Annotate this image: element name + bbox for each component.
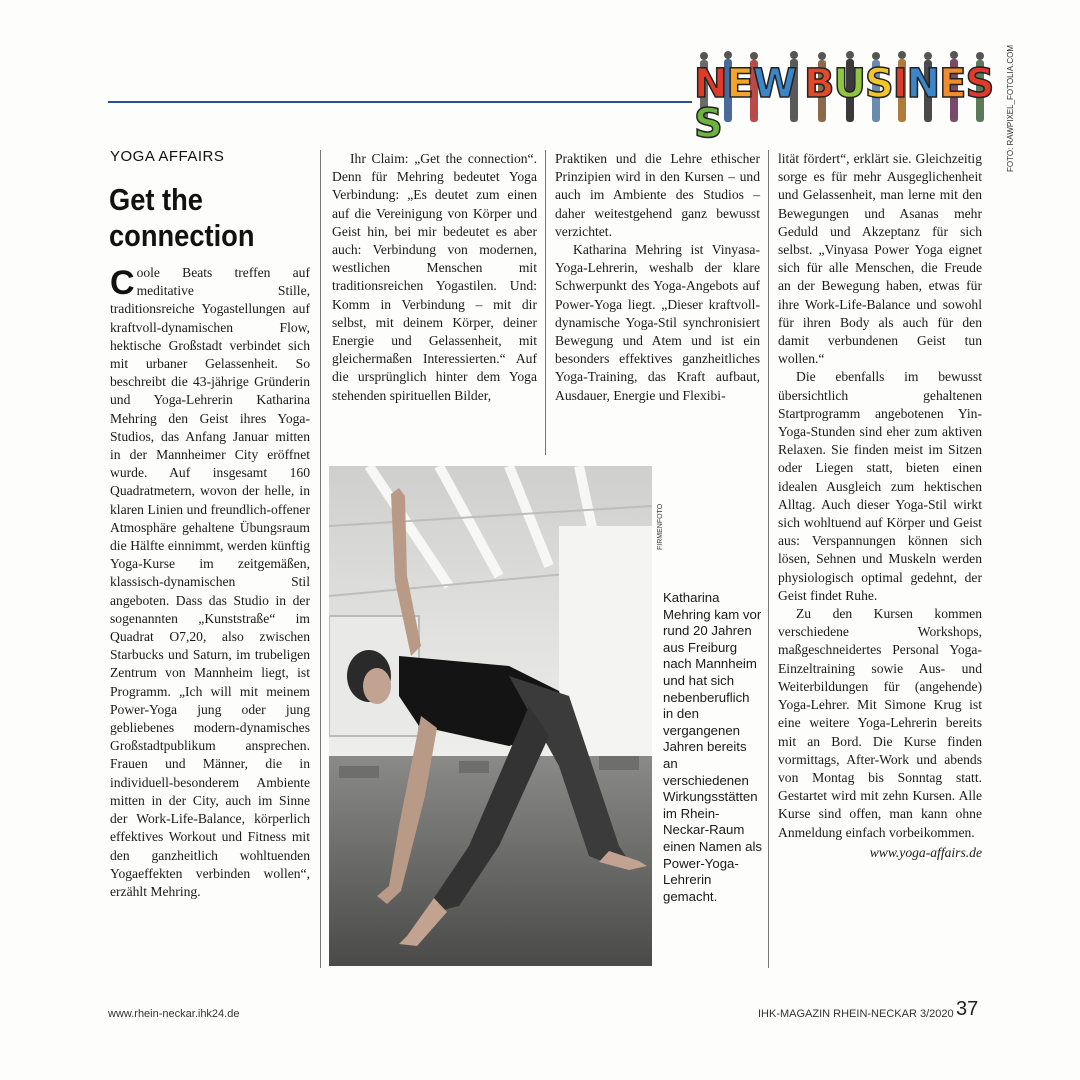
- paragraph-text: oole Beats treffen auf meditative Stille, traditionsreiche Yogastellungen auf kraftvoll-dynamischen Flow, hektische Großstadt verbindet sich mit urbaner Gelassenheit. So beschreibt die 43-jährige Gründerin und Yoga-Lehrerin Katharina Mehring den Geist ihres Yoga-Studios, das Anfang Januar mitten in der Mannheimer City eröffnet wurde. Auf insgesamt 160 Quadratmetern, wovon der helle, in klaren Linien und freundlich-offener Atmosphäre gehaltene Übungsraum die Hälfte einnimmt, werden künftig Yoga-Kurse im zeitgemäßen, klassisch-dynamischen Stil angeboten. Dass das Studio in der sogenannten „Kunststraße“ im Quadrat O7,20, also zwischen Starbucks und Saturn, im trubeligen Zentrum von Mannheim liegt, ist Programm. „Ich will mit meinem Power-Yoga jung oder jung gebliebenes modern-dynamisches Großstadtpublikum ansprechen. Frauen und Männer, die in individuell-besonderem Ambiente mitten in der City, auch im Sinne der Work-Life-Balance, körperlich effektives Workout und Fitness mit den ganzheitlich wohltuenden Yogaeffekten verbinden wollen“, erzählt Mehring.: [110, 265, 310, 899]
- article-column-3: [555, 150, 760, 405]
- banner-photo-credit: FOTO: RAWPIXEL_FOTOLIA.COM: [1006, 45, 1015, 172]
- column-rule: [320, 150, 321, 968]
- banner-letter: U: [833, 61, 865, 107]
- paragraph: Katharina Mehring ist Vinyasa-Yoga-Lehrerin, weshalb der klare Schwerpunkt des Yoga-Angebots auf Power-Yoga liegt. „Dieser kraftvoll-dynamische Yoga-Stil synchronisiert Bewegung und Atem und ist ein besonders effektives ganzheitliches Yoga-Training, das Kraft aufbaut, Ausdauer, Energie und Flexibi-: [555, 242, 760, 403]
- column-rule: [545, 150, 546, 455]
- footer-url[interactable]: www.rhein-neckar.ihk24.de: [108, 1008, 240, 1020]
- paragraph: Praktiken und die Lehre ethischer Prinzipien wird in den Kursen – und auch im Ambiente des Studios – daher weitestgehend ganz bewusst verzichtet.: [555, 151, 760, 239]
- banner-letter: S: [864, 61, 893, 107]
- article-column-4: [778, 150, 982, 862]
- paragraph: Ihr Claim: „Get the connection“. Denn für Mehring bedeutet Yoga Verbindung: „Es deutet zum einen auf die Vereinigung von Körper und Geist hin, bei mir bedeutet es aber auch: Verbindung von modernen, westlichen Menschen mit traditionsreichen Yogastilen. Und: Komm in Verbindung – mit dir selbst, mit deinem Körper, deiner Energie und Gelassenheit, mit gleichermaßen Interessierten.“ Auf die ursprünglich hinter dem Yoga stehenden spirituellen Bilder,: [332, 151, 537, 403]
- banner-title: [694, 61, 994, 147]
- yoga-pose-illustration: [329, 466, 652, 966]
- page-number: 37: [956, 998, 979, 1020]
- yoga-photo: [329, 466, 652, 966]
- header-rule: [108, 101, 692, 103]
- paragraph: [110, 264, 310, 901]
- article-headline: Get the connection: [109, 182, 255, 253]
- article-column-2: [332, 150, 537, 405]
- paragraph: lität fördert“, erklärt sie. Gleichzeitig sorge es für mehr Ausgeglichenheit und Gelassenheit, man lerne mit den Bewegungen und Asanas mehr Geduld und Akzeptanz für sich selbst. „Vinyasa Power Yoga eignet sich für alle Menschen, die Freude an der Bewegung haben, etwas für ihre Work-Life-Balance und sowohl für ihren Body als auch für den damit verbundenen Geist tun wollen.“: [778, 151, 982, 367]
- banner-letter: B: [803, 61, 834, 107]
- paragraph: Zu den Kursen kommen verschiedene Workshops, maßgeschneidertes Personal Yoga-Einzeltraining sowie Aus- und Weiterbildungen für (angehende) Yoga-Lehrer. Mit Simone Krug ist eine weitere Yoga-Lehrerin bereits mit an Bord. Die Kurse finden vormittags, After-Work und abends von Montag bis Sonntag statt. Gestartet wird mit zehn Kursen. Alle Kurse sind offen, man kann ohne Anmeldung einfach vorbeikommen.: [778, 606, 982, 840]
- drop-cap: C: [110, 264, 135, 302]
- article-column-1: [110, 264, 310, 901]
- banner-letter: S: [694, 101, 722, 147]
- photo-credit: FIRMENFOTO: [657, 503, 664, 550]
- column-rule: [768, 150, 769, 968]
- new-business-banner: [694, 50, 994, 147]
- article-kicker: YOGA AFFAIRS: [110, 148, 225, 165]
- banner-letter: E: [939, 61, 966, 107]
- paragraph: Die ebenfalls im bewusst übersichtlich gehaltenen Startprogramm angebotenen Yin-Yoga-Stunden sind eher zum aktiven Relaxen. Sie finden meist im Sitzen oder Liegen statt, bieten einen idealen Ausgleich zum hektischen Alltag. Auch dieser Yoga-Stil wirkt sich wohltuend auf Körper und Geist aus: Verspannungen können sich lösen, Sehnen und Muskeln werden physiologisch optimal gedehnt, der Geist findet Ruhe.: [778, 369, 982, 603]
- footer-magazine: IHK-MAGAZIN RHEIN-NECKAR 3/2020: [758, 1008, 954, 1020]
- banner-letter: W: [752, 61, 796, 107]
- banner-letter: E: [726, 61, 753, 107]
- banner-letter: S: [965, 61, 994, 107]
- banner-letter: N: [906, 61, 940, 107]
- banner-letter: I: [892, 61, 907, 107]
- website-link[interactable]: www.yoga-affairs.de: [869, 844, 982, 860]
- banner-letter: N: [694, 61, 727, 107]
- photo-caption: Katharina Mehring kam vor rund 20 Jahren aus Freiburg nach Mannheim und hat sich nebenberuflich in den vergangenen Jahren bereits an verschiedenen Wirkungsstätten im Rhein-Neckar-Raum einen Namen als Power-Yoga-Lehrerin gemacht.: [663, 590, 762, 904]
- banner-letter: [796, 64, 804, 104]
